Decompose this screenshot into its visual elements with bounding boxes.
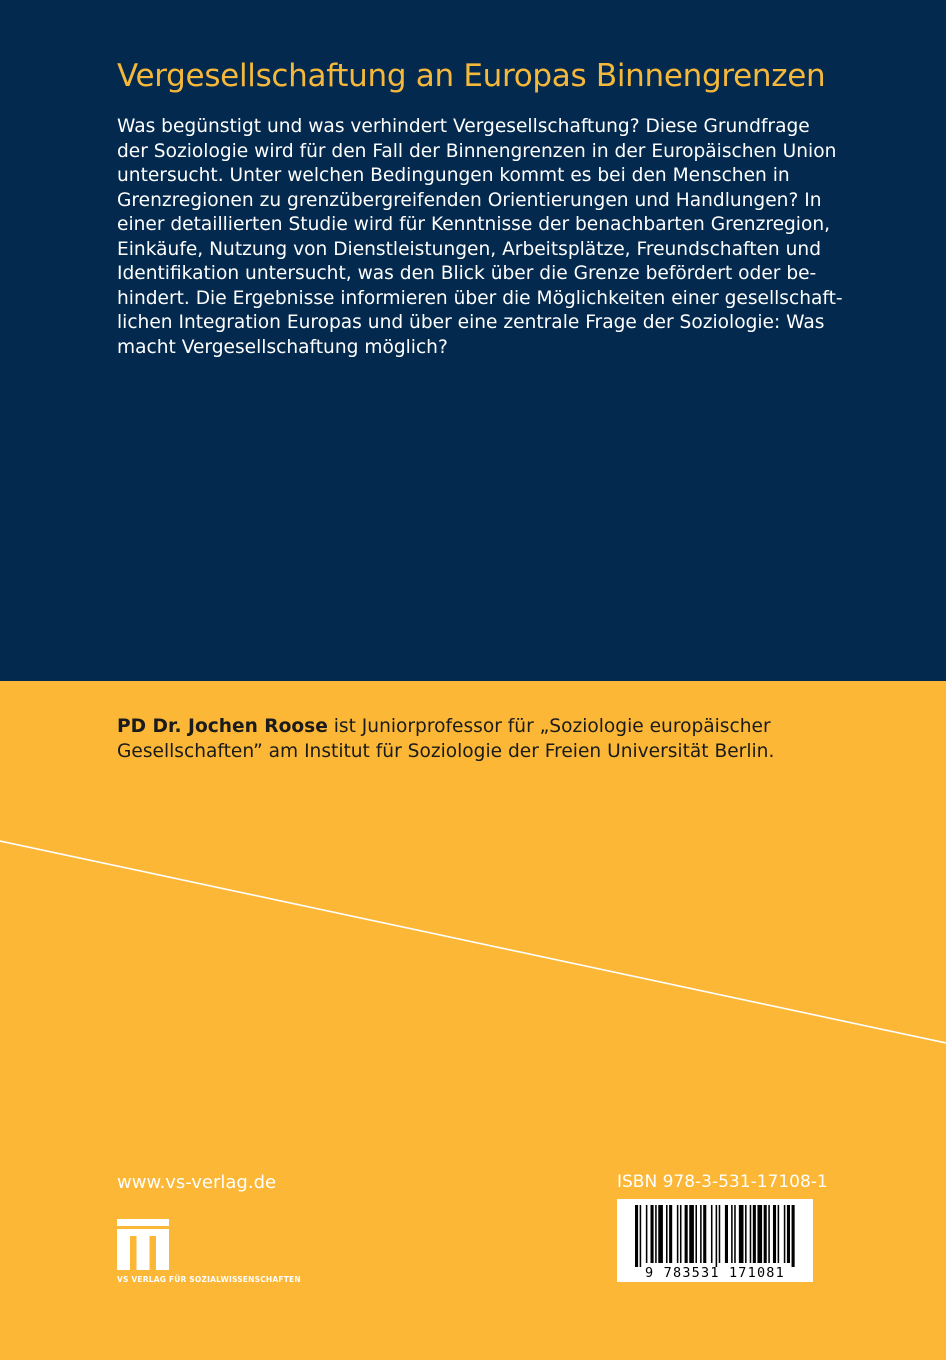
- blurb-line: macht Vergesellschaftung möglich?: [117, 336, 448, 358]
- barcode-bar: [646, 1205, 648, 1263]
- barcode-bar: [750, 1205, 752, 1263]
- barcode-bar: [658, 1205, 663, 1263]
- book-blurb: [117, 115, 847, 360]
- barcode-bar: [731, 1205, 733, 1263]
- blurb-line: lichen Integration Europas und über eine zentrale Frage der Soziologie: Was: [117, 312, 825, 333]
- barcode-bar: [745, 1205, 747, 1263]
- barcode-bar: [764, 1205, 767, 1263]
- barcode-bar: [792, 1205, 795, 1267]
- isbn-barcode: [617, 1199, 813, 1282]
- author-bio: [117, 714, 857, 764]
- blurb-line: hindert. Die Ergebnisse informieren über die Möglichkeiten einer gesellschaft-: [117, 287, 843, 309]
- barcode-bar: [651, 1205, 654, 1263]
- barcode-bar: [773, 1205, 776, 1263]
- blurb-line: Einkäufe, Nutzung von Dienstleistungen, Arbeitsplätze, Freundschaften und: [117, 238, 821, 260]
- barcode-bar: [666, 1205, 668, 1263]
- author-bio-line-2: Gesellschaften” am Institut für Soziologie der Freien Universität Berlin.: [117, 741, 775, 762]
- book-title: Vergesellschaftung an Europas Binnengrenzen: [117, 58, 826, 94]
- author-name: PD Dr. Jochen Roose: [117, 716, 328, 737]
- barcode-bar: [711, 1205, 713, 1263]
- barcode-bar: [734, 1205, 736, 1263]
- barcode-bar: [635, 1205, 638, 1267]
- vs-verlag-logo-icon: [117, 1219, 169, 1271]
- barcode-bar: [778, 1205, 780, 1263]
- barcode-bar: [753, 1205, 756, 1263]
- barcode-bar: [680, 1205, 682, 1263]
- author-bio-text: ist Juniorprofessor für „Soziologie europäischer: [327, 716, 771, 737]
- blurb-line: Identifikation untersucht, was den Blick über die Grenze befördert oder be-: [117, 263, 817, 284]
- barcode-bar: [719, 1205, 721, 1263]
- barcode-bar: [703, 1205, 706, 1263]
- blurb-line: untersucht. Unter welchen Bedingungen kommt es bei den Menschen in: [117, 165, 790, 186]
- barcode-bar: [700, 1205, 702, 1263]
- barcode-bar: [689, 1205, 694, 1263]
- blurb-line: Grenzregionen zu grenzübergreifenden Orientierungen und Handlungen? In: [117, 189, 822, 211]
- barcode-digits: 9 783531 171081: [645, 1265, 785, 1281]
- barcode-bar: [725, 1205, 728, 1263]
- barcode-bar: [695, 1205, 697, 1263]
- blurb-line: einer detaillierten Studie wird für Kenntnisse der benachbarten Grenzregion,: [117, 214, 831, 235]
- publisher-logo: [117, 1219, 357, 1291]
- barcode-bar: [757, 1205, 762, 1263]
- isbn-label: ISBN 978-3-531-17108-1: [617, 1172, 828, 1192]
- author-bio-line-1: [117, 714, 857, 739]
- publisher-website: www.vs-verlag.de: [117, 1172, 277, 1193]
- barcode-bar: [768, 1205, 770, 1263]
- blurb-line: Was begünstigt und was verhindert Vergesellschaftung? Diese Grundfrage: [117, 116, 810, 137]
- publisher-name: VS VERLAG FÜR SOZIALWISSENSCHAFTEN: [117, 1275, 301, 1284]
- barcode-bar: [787, 1205, 790, 1263]
- barcode-bar: [784, 1205, 786, 1263]
- barcode-bar: [677, 1205, 679, 1263]
- barcode-bar: [669, 1205, 672, 1263]
- barcode-bar: [716, 1205, 718, 1267]
- blurb-line: der Soziologie wird für den Fall der Binnengrenzen in der Europäischen Union: [117, 140, 837, 162]
- barcode-bar: [739, 1205, 744, 1263]
- barcode-bar: [685, 1205, 688, 1263]
- barcode-bar: [640, 1205, 642, 1267]
- barcode-bar: [655, 1205, 657, 1263]
